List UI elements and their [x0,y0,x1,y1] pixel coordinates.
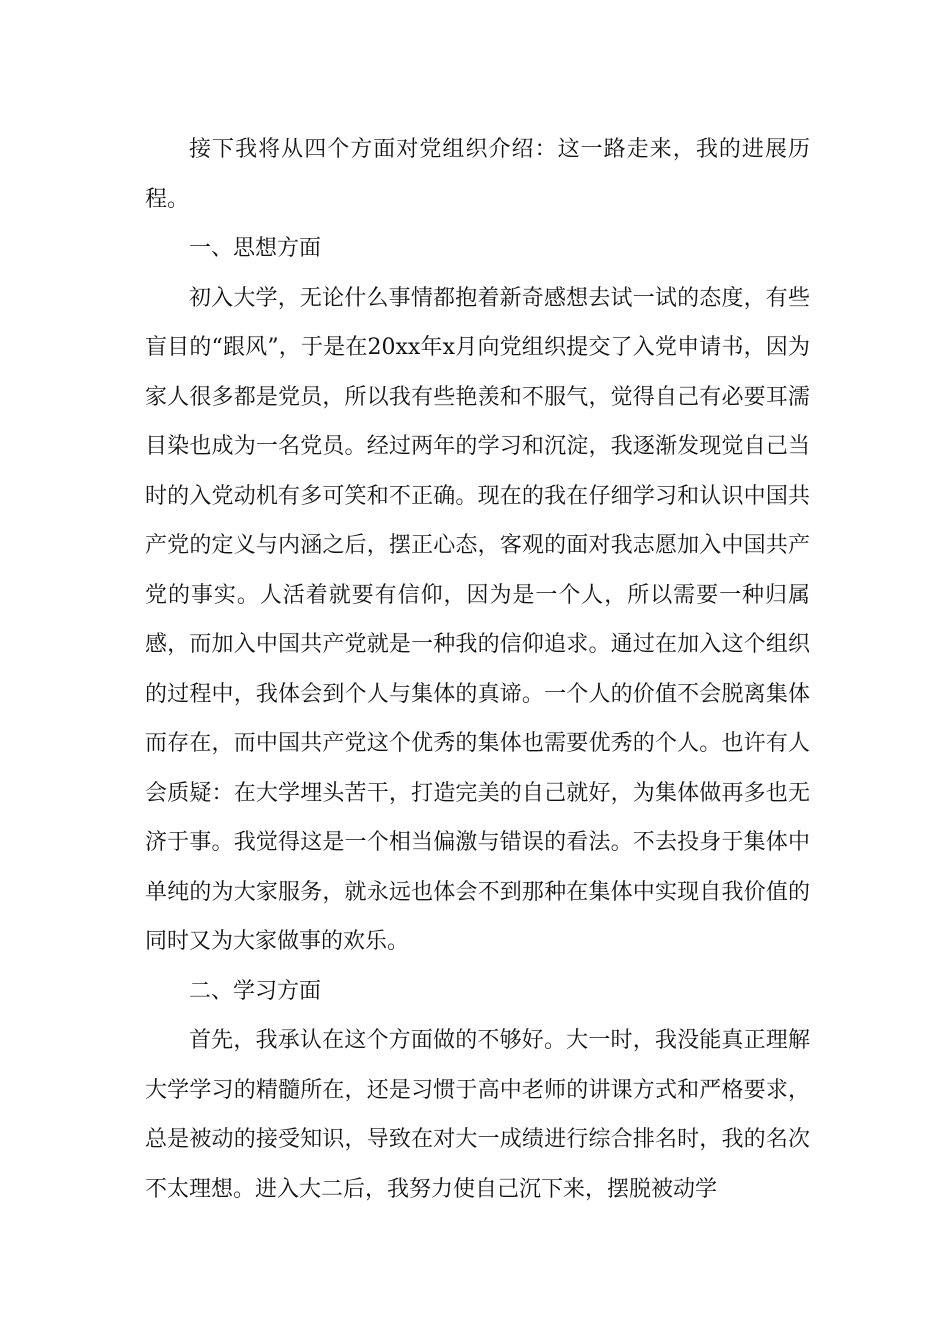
intro-paragraph: 接下我将从四个方面对党组织介绍：这一路走来，我的进展历程。 [145,137,810,212]
section-heading-study: 二、学习方面 [189,978,322,1004]
study-paragraph: 首先，我承认在这个方面做的不够好。大一时，我没能真正理解大学学习的精髓所在，还是习惯于高中老师的讲课方式和严格要求，总是被动的接受知识，导致在对大一成绩进行综合排名时，我的名次不太理想。进入大二后，我努力使自己沉下来，摆脱被动学 [145,1028,810,1202]
section-heading-thought: 一、思想方面 [189,236,322,261]
thought-paragraph: 初入大学，无论什么事情都抱着新奇感想去试一试的态度，有些盲目的“跟风”，于是在20xx年x月向党组织提交了入党申请书，因为家人很多都是党员，所以我有些艳羡和不服气，觉得自己有必要耳濡目染也成为一名党员。经过两年的学习和沉淀，我逐渐发现觉自己当时的入党动机有多可笑和不正确。现在的我在仔细学习和认识中国共产党的定义与内涵之后，摆正心态，客观的面对我志愿加入中国共产党的事实。人活着就要有信仰，因为是一个人，所以需要一种归属感，而加入中国共产党就是一种我的信仰追求。通过在加入这个组织的过程中，我体会到个人与集体的真谛。一个人的价值不会脱离集体而存在，而中国共产党这个优秀的集体也需要优秀的个人。也许有人会质疑：在大学埋头苦干，打造完美的自己就好，为集体做再多也无济于事。我觉得这是一个相当偏激与错误的看法。不去投身于集体中单纯的为大家服务，就永远也体会不到那种在集体中实现自我价值的同时又为大家做事的欢乐。 [145,285,810,954]
document-body [145,125,810,1214]
